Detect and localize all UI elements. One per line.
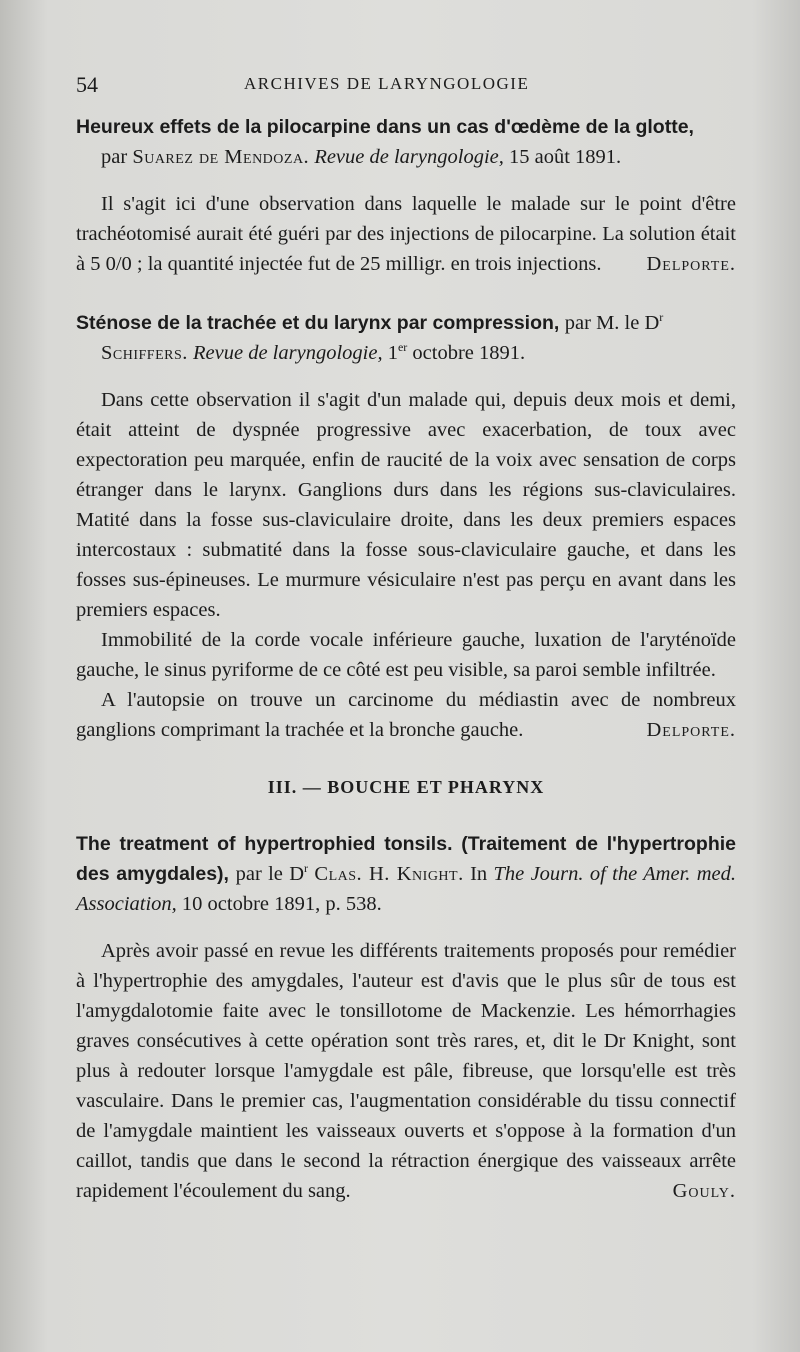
- journal-name: Revue de laryngologie,: [193, 342, 383, 364]
- running-title: ARCHIVES DE LARYNGOLOGIE: [244, 74, 530, 93]
- page-number: 54: [76, 72, 98, 97]
- author-name: Schiffers.: [101, 342, 188, 364]
- article-byline: [76, 338, 736, 368]
- article-pilocarpine: [76, 112, 736, 279]
- page-content: [76, 112, 736, 1206]
- publication-date: 15 août 1891.: [509, 146, 622, 168]
- reviewer-signature: Gouly.: [672, 1180, 736, 1202]
- article-paragraph: A l'autopsie on trouve un carcinome du médiastin avec de nombreux ganglions comprimant la trachée et la bronche gauche. Delporte.: [76, 685, 736, 745]
- article-stenose: [76, 308, 736, 745]
- author-name: Clas. H. Knight.: [314, 863, 464, 885]
- page-header: [76, 72, 726, 102]
- article-tonsils: [76, 829, 736, 1206]
- section-heading: III. — BOUCHE ET PHARYNX: [267, 777, 545, 797]
- publication-date: 1er octobre 1891.: [387, 340, 526, 364]
- article-title: The treatment of hypertrophied tonsils. (Traitement de l'hypertrophie des amygdales), par le $D^r$ Clas. H. Knight. In The Journ. of the Amer. med. Association, 10 octobre 1891, p. 538.: [76, 833, 737, 915]
- reviewer-signature: Delporte.: [646, 719, 736, 741]
- author-name: Suarez de Mendoza.: [132, 146, 310, 168]
- article-title: Heureux effets de la pilocarpine dans un cas d'œdème de la glotte,: [76, 116, 694, 138]
- publication-date: 10 octobre 1891, p. 538.: [181, 893, 382, 915]
- article-body: Il s'agit ici d'une observation dans laquelle le malade sur le point d'être trachéotomisé aurait été guéri par des injections de pilocarpine. La solution était à 5 0/0 ; la quantité injectée fut de 25 milligr. en trois injections. Delporte.: [76, 189, 736, 279]
- article-body: Après avoir passé en revue les différents traitements proposés pour remédier à l'hypertrophie des amygdales, l'auteur est d'avis que le plus sûr de tous est l'amygdalotomie faite avec le tonsillotome de Mackenzie. Les hémorrhagies graves consécutives à cette opération sont très rares, et, dit le Dr Knight, sont plus à redouter lorsque l'amygdale est pâle, fibreuse, que lorsqu'elle est très vasculaire. Dans le premier cas, l'augmentation considérable du tissu connectif de l'amygdale maintient les vaisseaux ouverts et s'oppose à la formation d'un caillot, tandis que dans le second la rétraction énergique des vaisseaux arrête rapidement l'écoulement du sang. Gouly.: [76, 936, 736, 1206]
- article-byline: par Suarez de Mendoza. Revue de laryngologie, 15 août 1891.: [101, 146, 622, 168]
- journal-name: Revue de laryngologie,: [314, 146, 504, 168]
- reviewer-signature: Delporte.: [646, 253, 736, 275]
- article-title: Sténose de la trachée et du larynx par compression, par M. le $D^r$: [76, 310, 664, 334]
- article-paragraph: Dans cette observation il s'agit d'un malade qui, depuis deux mois et demi, était atteint de dyspnée progressive avec exacerbation, de toux avec expectoration peu marquée, enfin de raucité de la voix avec sensation de corps étranger dans le larynx. Ganglions durs dans les régions sus-claviculaires. Matité dans la fosse sus-claviculaire droite, dans les deux premiers espaces intercostaux : submatité dans la fosse sous-claviculaire gauche, et dans les fosses sus-épineuses. Le murmure vésiculaire n'est pas perçu en avant dans les premiers espaces.: [76, 389, 736, 621]
- journal-name: The Journ. of the Amer. med. Association,: [76, 863, 737, 915]
- article-paragraph: Immobilité de la corde vocale inférieure gauche, luxation de l'aryténoïde gauche, le sinus pyriforme de ce côté est peu visible, sa paroi semble infiltrée.: [76, 629, 736, 681]
